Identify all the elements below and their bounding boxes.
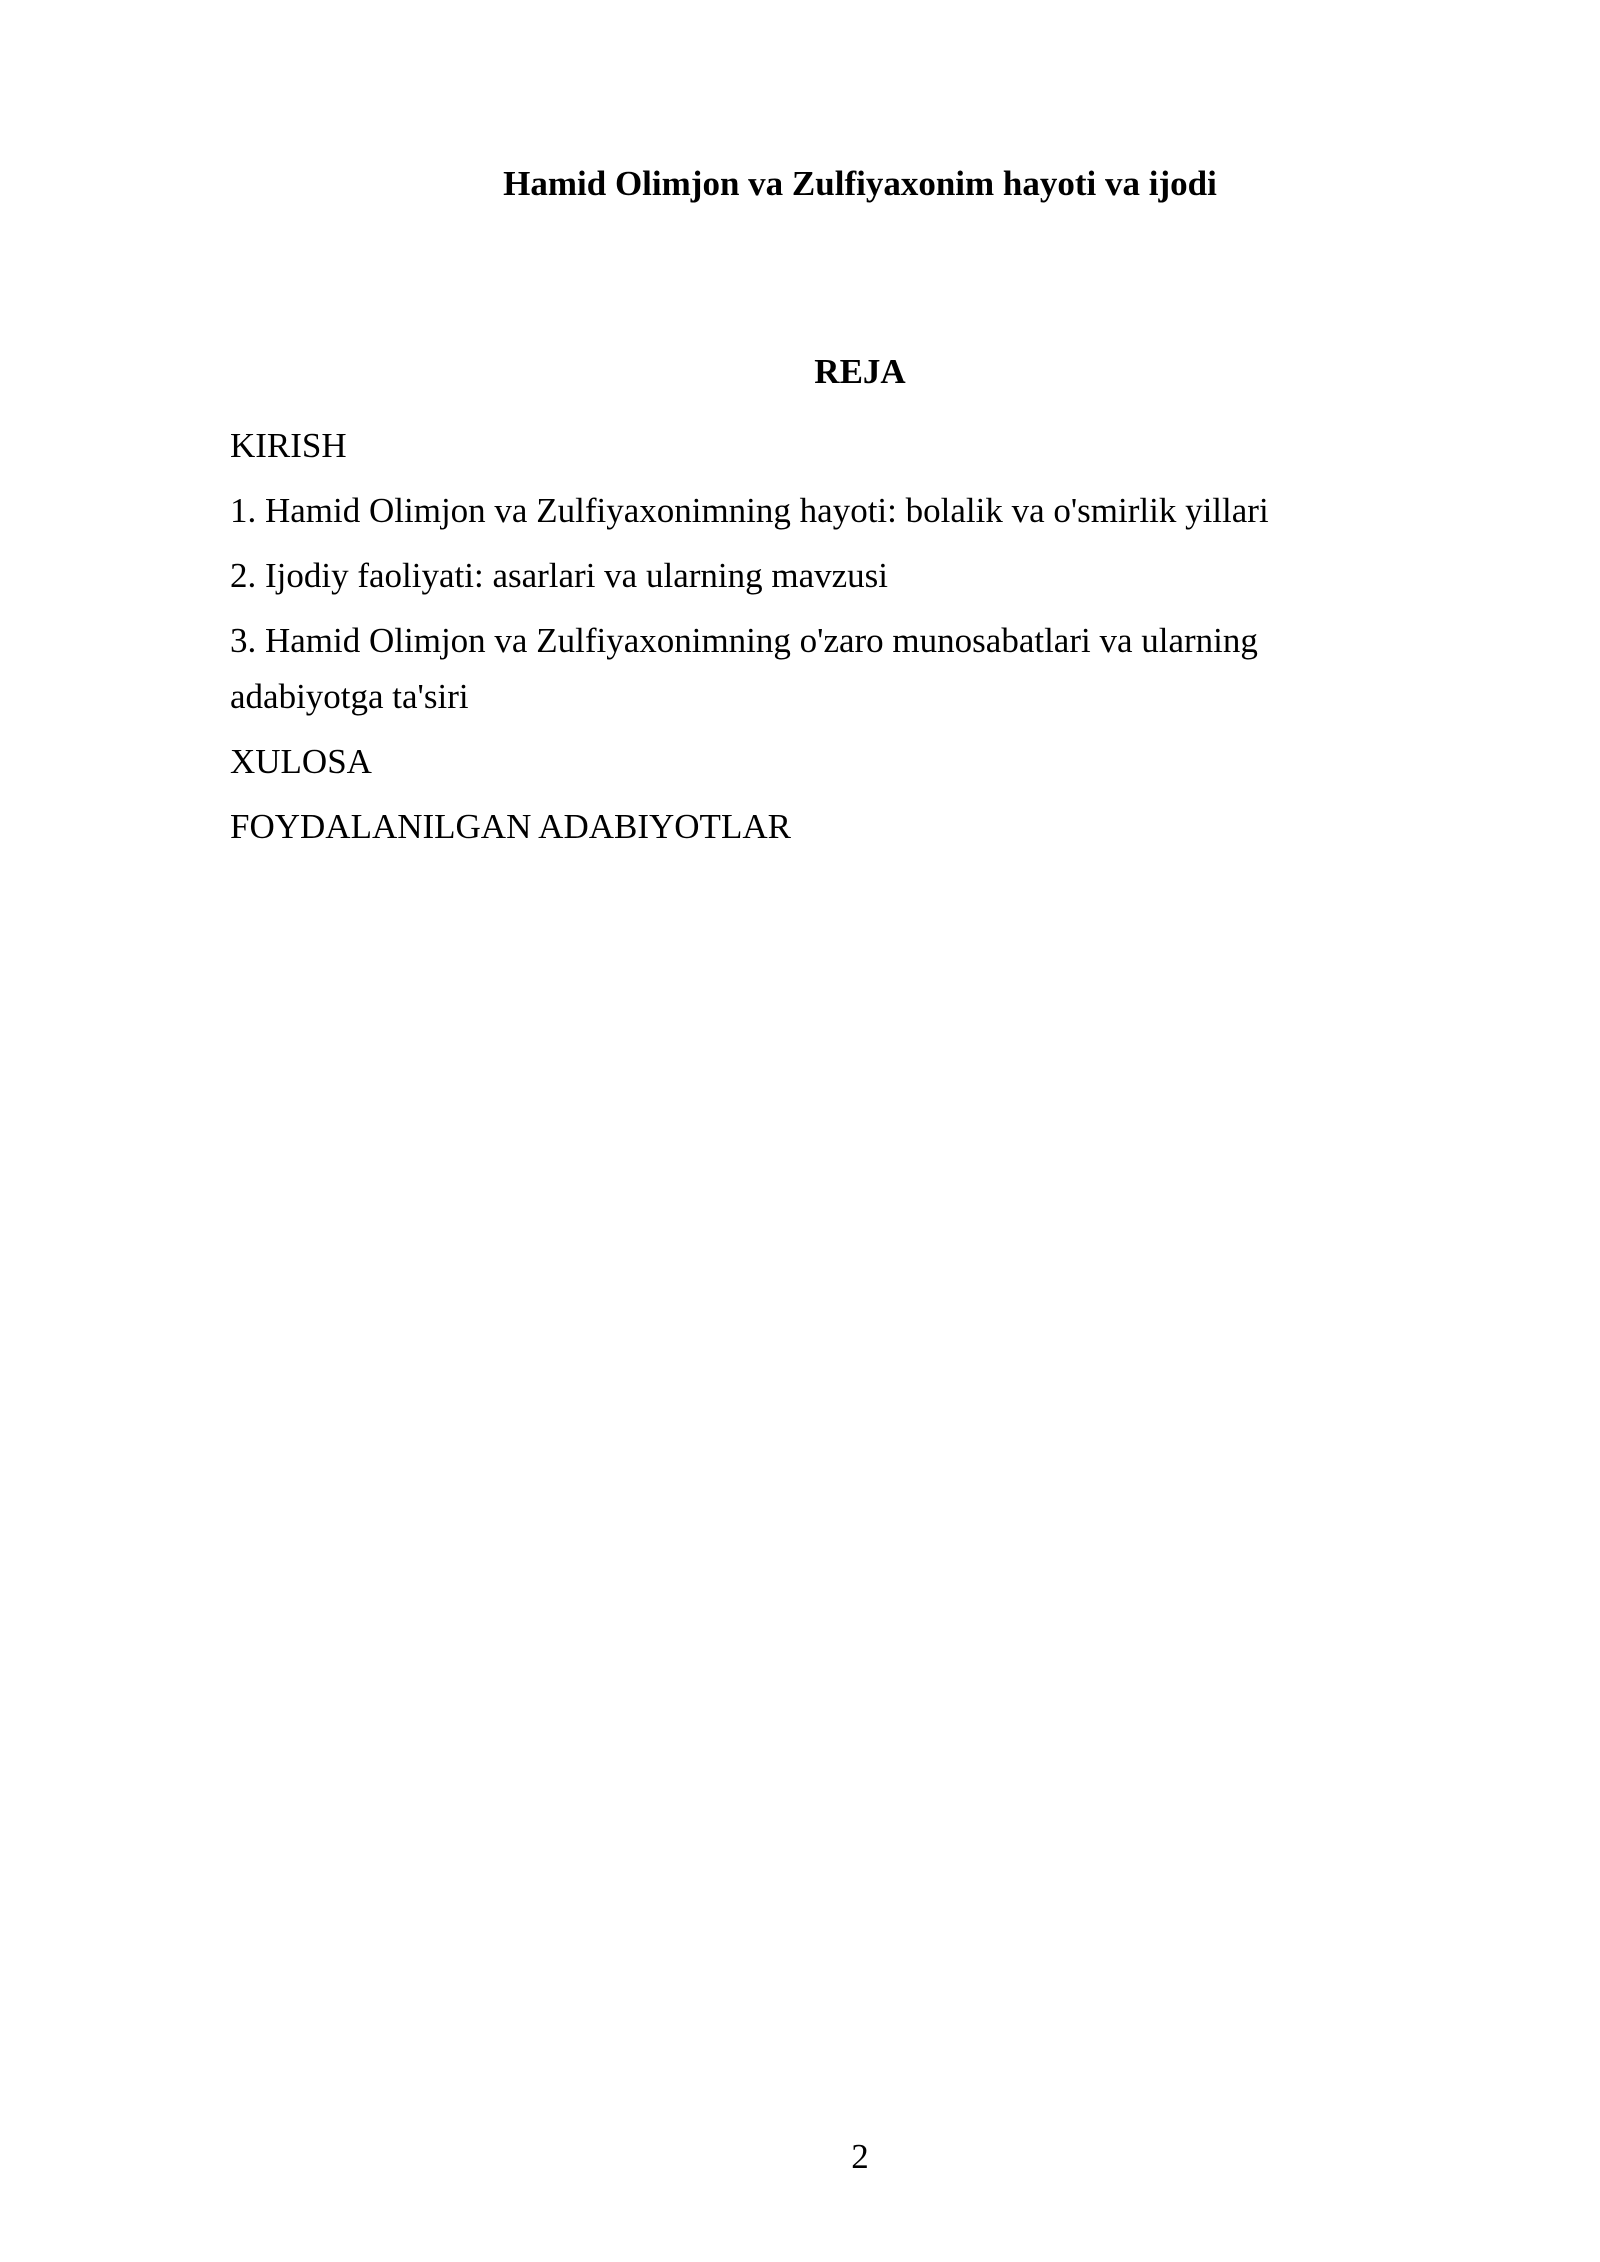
plan-item-conclusion: XULOSA — [230, 742, 372, 781]
page-number: 2 — [851, 2137, 869, 2176]
plan-heading: REJA — [814, 352, 906, 391]
plan-item-2: 2. Ijodiy faoliyati: asarlari va ularning mavzusi — [230, 556, 888, 595]
document-title: Hamid Olimjon va Zulfiyaxonim hayoti va ijodi — [503, 164, 1217, 203]
plan-list — [230, 418, 1390, 864]
plan-item-1: 1. Hamid Olimjon va Zulfiyaxonimning hayoti: bolalik va o'smirlik yillari — [230, 491, 1269, 530]
plan-item-references: FOYDALANILGAN ADABIYOTLAR — [230, 807, 791, 846]
plan-item-introduction: KIRISH — [230, 426, 347, 465]
plan-item-3: 3. Hamid Olimjon va Zulfiyaxonimning o'zaro munosabatlari va ularning adabiyotga ta'siri — [230, 621, 1258, 716]
